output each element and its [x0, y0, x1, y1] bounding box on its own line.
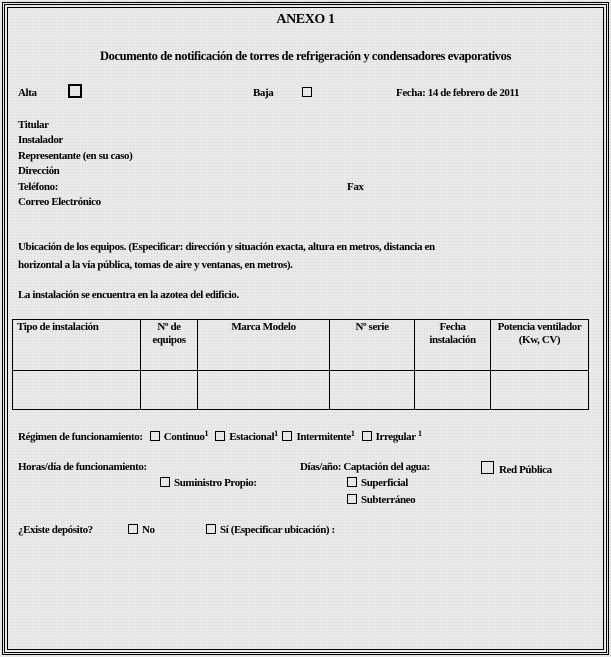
cell[interactable]	[491, 371, 589, 410]
instalacion-text: La instalación se encuentra en la azotea del edificio.	[18, 289, 239, 301]
field-telefono: Teléfono:	[18, 181, 58, 193]
fecha-text: Fecha: 14 de febrero de 2011	[396, 87, 520, 99]
option-superficial[interactable]: Superficial	[347, 477, 408, 490]
field-titular: Titular	[18, 119, 49, 131]
page-title: ANEXO 1	[276, 12, 335, 27]
baja-label: Baja	[253, 87, 274, 99]
cell[interactable]	[141, 371, 198, 410]
option-intermitente[interactable]: Intermitente$^1$	[282, 431, 354, 443]
ubicacion-text-1: Ubicación de los equipos. (Especificar: dirección y situación exacta, altura en metros, distancia en	[18, 241, 435, 253]
page-subtitle: Documento de notificación de torres de refrigeración y condensadores evaporativos	[100, 49, 511, 63]
alta-label: Alta	[18, 87, 37, 99]
alta-checkbox[interactable]	[68, 84, 82, 98]
field-correo: Correo Electrónico	[18, 196, 101, 208]
cell[interactable]	[198, 371, 330, 410]
option-deposito-no[interactable]: No	[128, 524, 155, 537]
table-row	[13, 371, 589, 410]
ubicacion-text-2: horizontal a la vía pública, tomas de aire y ventanas, en metros).	[18, 259, 293, 271]
option-deposito-si[interactable]: Sí (Especificar ubicación) :	[206, 524, 335, 537]
col-potencia: Potencia ventilador (Kw, CV)	[491, 320, 589, 371]
field-instalador: Instalador	[18, 134, 63, 146]
field-fax: Fax	[347, 181, 364, 193]
col-num-serie: Nº serie	[330, 320, 415, 371]
col-num-equipos: Nº de equipos	[141, 320, 198, 371]
field-direccion: Dirección	[18, 165, 60, 177]
col-marca-modelo: Marca Modelo	[198, 320, 330, 371]
option-red-publica[interactable]: Red Pública	[481, 461, 552, 477]
regimen-label: Régimen de funcionamiento:	[18, 431, 143, 443]
col-tipo: Tipo de instalación	[13, 320, 141, 371]
regimen-row	[18, 431, 422, 444]
option-continuo[interactable]: Continuo$^1$	[150, 431, 208, 443]
col-fecha-instalacion: Fecha instalación	[415, 320, 491, 371]
cell[interactable]	[13, 371, 141, 410]
equipment-table	[12, 319, 589, 410]
deposito-label: ¿Existe depósito?	[18, 524, 93, 536]
horas-label: Horas/día de funcionamiento:	[18, 461, 147, 473]
table-header-row	[13, 320, 589, 371]
baja-checkbox[interactable]	[302, 87, 316, 100]
field-representante: Representante (en su caso)	[18, 150, 133, 162]
dias-label: Días/año: Captación del agua:	[300, 461, 430, 473]
cell[interactable]	[330, 371, 415, 410]
option-estacional[interactable]: Estacional$^1$	[215, 431, 278, 443]
cell[interactable]	[415, 371, 491, 410]
option-suministro-propio[interactable]: Suministro Propio:	[160, 477, 257, 490]
option-subterraneo[interactable]: Subterráneo	[347, 494, 415, 507]
option-irregular[interactable]: Irregular $^1$	[362, 431, 422, 443]
